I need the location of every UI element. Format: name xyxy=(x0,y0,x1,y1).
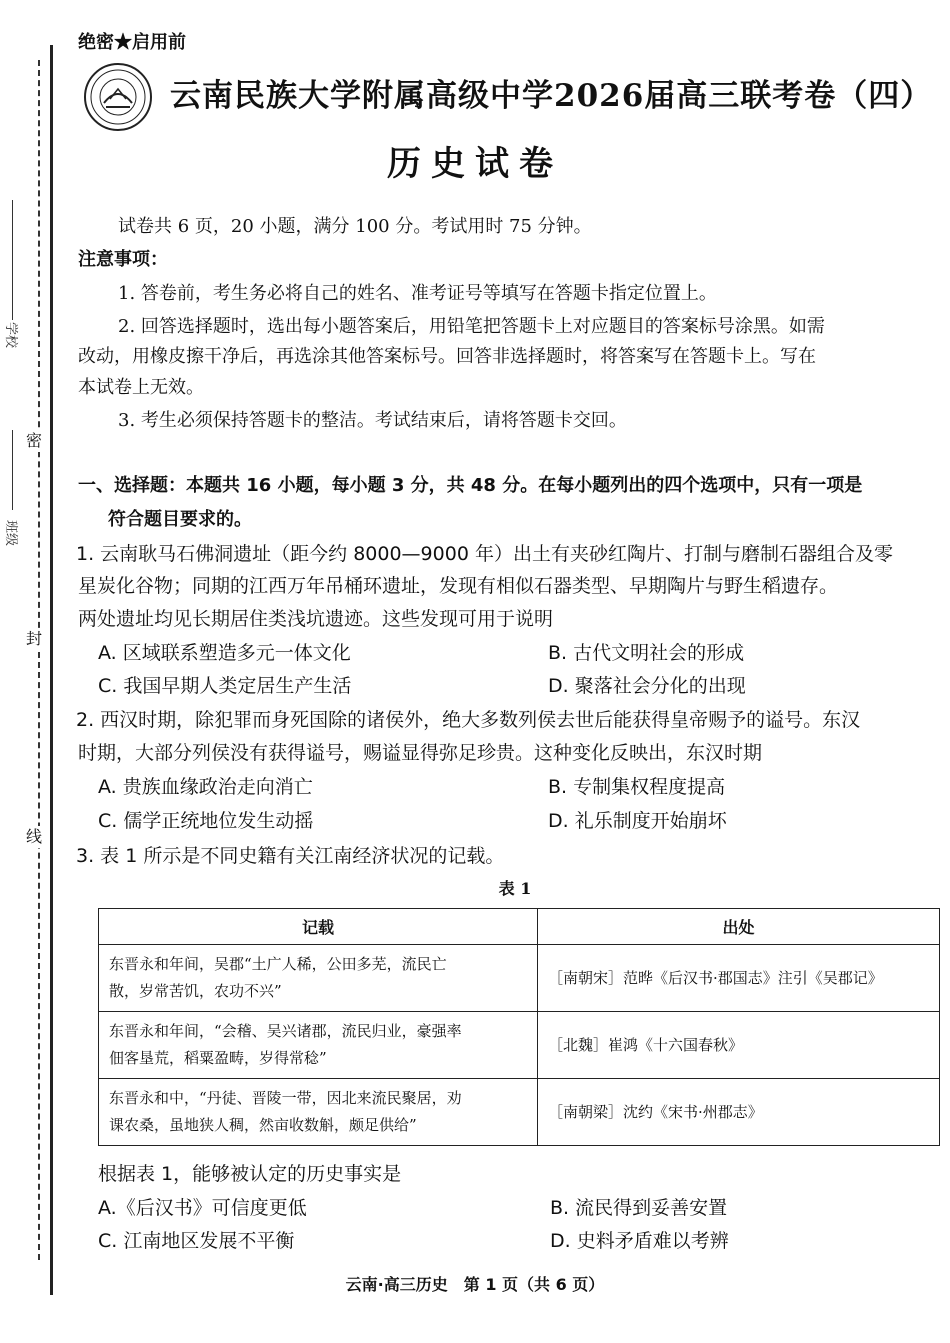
top-stamp: 绝密★启用前 xyxy=(78,32,186,53)
table-cell-source: ［南朝梁］沈约《宋书·州郡志》 xyxy=(538,1079,940,1146)
exam-intro: 试卷共 6 页，20 小题，满分 100 分。考试用时 75 分钟。 xyxy=(118,216,592,237)
table-cell-source: ［南朝宋］范晔《后汉书·郡国志》注引《吴郡记》 xyxy=(538,945,940,1012)
note-item: 3. 考生必须保持答题卡的整洁。考试结束后，请将答题卡交回。 xyxy=(118,410,627,431)
question-3-option-d[interactable]: D. 史料矛盾难以考辨 xyxy=(550,1230,729,1252)
page-footer: 云南·高三历史 第 1 页（共 6 页） xyxy=(345,1275,605,1294)
table-cell-record xyxy=(99,945,538,1012)
table-header-record: 记载 xyxy=(99,909,538,945)
seal-char-xian: 线 xyxy=(26,827,43,846)
record-line: 东晋永和年间，吴郡“土广人稀，公田多芜，流民亡 xyxy=(109,955,447,973)
table-row xyxy=(99,1079,940,1146)
school-title: 云南民族大学附属高级中学2026届高三联考卷（四） xyxy=(170,78,933,114)
question-3-option-b[interactable]: B. 流民得到妥善安置 xyxy=(550,1197,728,1219)
field-underline xyxy=(12,200,13,320)
note-item-continued: 本试卷上无效。 xyxy=(78,377,204,398)
record-line: 课农桑，虽地狭人稠，然亩收数斛，颇足供给” xyxy=(109,1116,417,1134)
seal-char-feng: 封 xyxy=(26,629,43,648)
record-line: 东晋永和中，“丹徒、晋陵一带，因北来流民聚居，劝 xyxy=(109,1089,462,1107)
table-cell-record xyxy=(99,1079,538,1146)
binding-line xyxy=(50,45,53,1295)
question-1-option-d[interactable]: D. 聚落社会分化的出现 xyxy=(548,675,746,697)
sidebar-field-1: 学校 xyxy=(3,322,18,349)
note-item: 2. 回答选择题时，选出每小题答案后，用铅笔把答题卡上对应题目的答案标号涂黑。如需 xyxy=(118,316,825,337)
table-row xyxy=(99,945,940,1012)
question-1-stem: 1. 云南耿马石佛洞遗址（距今约 8000—9000 年）出土有夹砂红陶片、打制与磨制石器组合及零 xyxy=(76,543,893,565)
seal-char-mi: 密 xyxy=(26,431,43,450)
question-1-option-c[interactable]: C. 我国早期人类定居生产生活 xyxy=(98,675,352,697)
question-1-stem: 两处遗址均见长期居住类浅坑遗迹。这些发现可用于说明 xyxy=(78,608,554,630)
subject-title: 历史试卷 xyxy=(387,144,563,184)
seal-dashed-line xyxy=(38,60,40,1260)
note-item-continued: 改动，用橡皮擦干净后，再选涂其他答案标号。回答非选择题时，将答案写在答题卡上。写在 xyxy=(78,346,816,367)
question-3-prompt: 根据表 1，能够被认定的历史事实是 xyxy=(98,1163,402,1185)
section-heading: 一、选择题：本题共 16 小题，每小题 3 分，共 48 分。在每小题列出的四个选项中，只有一项是 xyxy=(78,475,863,496)
question-2-option-b[interactable]: B. 专制集权程度提高 xyxy=(548,776,726,798)
question-2-stem: 时期，大部分列侯没有获得谥号，赐谥显得弥足珍贵。这种变化反映出，东汉时期 xyxy=(78,742,763,764)
question-2-option-d[interactable]: D. 礼乐制度开始崩坏 xyxy=(548,810,727,832)
question-2-option-c[interactable]: C. 儒学正统地位发生动摇 xyxy=(98,810,314,832)
table-row xyxy=(99,1012,940,1079)
table-caption: 表 1 xyxy=(498,879,532,898)
record-line: 散，岁常苦饥，农功不兴” xyxy=(109,982,282,1000)
school-logo xyxy=(84,63,152,131)
record-line: 佃客垦荒，稻粟盈畴，岁得常稔” xyxy=(109,1049,327,1067)
question-3-option-a[interactable]: A.《后汉书》可信度更低 xyxy=(98,1197,307,1219)
table-header-source: 出处 xyxy=(538,909,940,945)
field-underline xyxy=(12,430,13,510)
table-header-row xyxy=(99,909,940,945)
question-1-option-b[interactable]: B. 古代文明社会的形成 xyxy=(548,642,745,664)
question-1-option-a[interactable]: A. 区域联系塑造多元一体文化 xyxy=(98,642,351,664)
question-2-stem: 2. 西汉时期，除犯罪而身死国除的诸侯外，绝大多数列侯去世后能获得皇帝赐予的谥号。东汉 xyxy=(76,709,861,731)
section-heading-continued: 符合题目要求的。 xyxy=(108,509,252,530)
question-3-stem: 3. 表 1 所示是不同史籍有关江南经济状况的记载。 xyxy=(76,845,505,867)
notes-heading: 注意事项： xyxy=(78,249,168,270)
records-table xyxy=(98,908,940,1146)
record-line: 东晋永和年间，“会稽、吴兴诸郡，流民归业，豪强率 xyxy=(109,1022,462,1040)
sidebar-field-2: 班级 xyxy=(3,520,18,547)
question-2-option-a[interactable]: A. 贵族血缘政治走向消亡 xyxy=(98,776,313,798)
question-3-option-c[interactable]: C. 江南地区发展不平衡 xyxy=(98,1230,295,1252)
school-emblem-icon xyxy=(86,65,150,129)
question-1-stem: 星炭化谷物；同期的江西万年吊桶环遗址，发现有相似石器类型、早期陶片与野生稻遗存。 xyxy=(78,575,839,597)
note-item: 1. 答卷前，考生务必将自己的姓名、准考证号等填写在答题卡指定位置上。 xyxy=(118,283,717,304)
table-cell-source: ［北魏］崔鸿《十六国春秋》 xyxy=(538,1012,940,1079)
table-cell-record xyxy=(99,1012,538,1079)
